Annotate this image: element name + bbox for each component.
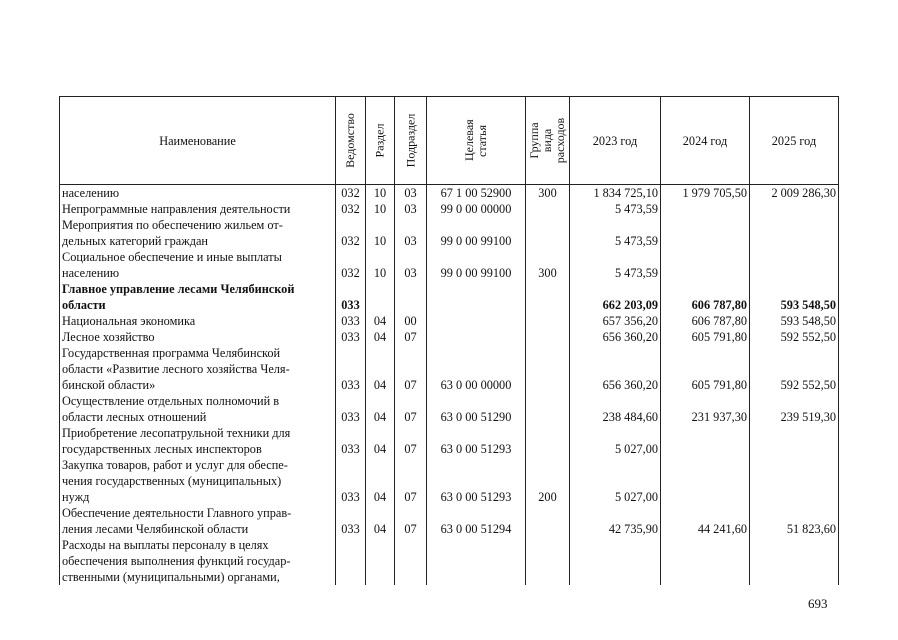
- row-name-line: Социальное обеспечение и иные выплаты: [62, 250, 282, 264]
- cell-celevaya-statya: 63 0 00 51294: [427, 505, 526, 537]
- row-name-line: области: [62, 298, 106, 312]
- row-name-line: дельных категорий граждан: [62, 234, 208, 248]
- table-row: [60, 313, 839, 329]
- cell-2023: 657 356,20: [570, 313, 661, 329]
- cell-2025: 593 548,50: [750, 281, 839, 313]
- cell-razdel: 10: [366, 249, 395, 281]
- page-number: 693: [808, 596, 828, 611]
- cell-2025: [750, 425, 839, 457]
- row-name-line: государственных лесных инспекторов: [62, 442, 262, 456]
- cell-celevaya-statya: [427, 329, 526, 345]
- cell-gruppa: [526, 425, 570, 457]
- row-name-line: Непрограммные направления деятельности: [62, 202, 291, 216]
- cell-2023: 5 027,00: [570, 425, 661, 457]
- cell-gruppa: 300: [526, 185, 570, 202]
- cell-2025: [750, 217, 839, 249]
- cell-vedomstvo: 032: [336, 185, 366, 202]
- row-name: [60, 393, 336, 425]
- row-name-line: населению: [62, 186, 120, 200]
- cell-razdel: 04: [366, 425, 395, 457]
- cell-2023: 662 203,09: [570, 281, 661, 313]
- header-gruppa: Группа вида расходов: [526, 97, 570, 185]
- cell-2024: 606 787,80: [661, 281, 750, 313]
- cell-2025: [750, 457, 839, 505]
- cell-razdel: 04: [366, 393, 395, 425]
- cell-2025: 239 519,30: [750, 393, 839, 425]
- header-2024: 2024 год: [661, 97, 750, 185]
- cell-podrazdel: 07: [395, 505, 427, 537]
- cell-2023: 238 484,60: [570, 393, 661, 425]
- cell-vedomstvo: 033: [336, 457, 366, 505]
- cell-2025: [750, 201, 839, 217]
- row-name-line: области «Развитие лесного хозяйства Челя-: [62, 362, 290, 376]
- row-name-line: Лесное хозяйство: [62, 330, 155, 344]
- cell-gruppa: [526, 505, 570, 537]
- cell-podrazdel: 03: [395, 201, 427, 217]
- cell-gruppa: [526, 217, 570, 249]
- cell-podrazdel: [395, 537, 427, 585]
- cell-razdel: 04: [366, 313, 395, 329]
- row-name: [60, 249, 336, 281]
- cell-razdel: 10: [366, 217, 395, 249]
- cell-podrazdel: 07: [395, 457, 427, 505]
- cell-vedomstvo: 033: [336, 281, 366, 313]
- table-row: [60, 425, 839, 457]
- cell-2025: 51 823,60: [750, 505, 839, 537]
- header-name: Наименование: [60, 97, 336, 185]
- table-row: [60, 457, 839, 505]
- cell-gruppa: [526, 313, 570, 329]
- table-row: [60, 393, 839, 425]
- cell-razdel: 10: [366, 201, 395, 217]
- row-name: [60, 313, 336, 329]
- row-name: [60, 217, 336, 249]
- cell-2024: [661, 249, 750, 281]
- row-name-line: Осуществление отдельных полномочий в: [62, 394, 280, 408]
- cell-2023: 5 473,59: [570, 201, 661, 217]
- cell-2024: 231 937,30: [661, 393, 750, 425]
- cell-gruppa: [526, 281, 570, 313]
- header-2023: 2023 год: [570, 97, 661, 185]
- cell-celevaya-statya: [427, 313, 526, 329]
- cell-2023: 5 473,59: [570, 217, 661, 249]
- row-name-line: Расходы на выплаты персоналу в целях: [62, 538, 269, 552]
- cell-2023: 1 834 725,10: [570, 185, 661, 202]
- cell-razdel: 04: [366, 329, 395, 345]
- header-celevaya-statya: Целевая статья: [427, 97, 526, 185]
- cell-razdel: 04: [366, 505, 395, 537]
- row-name: [60, 185, 336, 202]
- table-row: [60, 217, 839, 249]
- row-name-line: Обеспечение деятельности Главного управ-: [62, 506, 292, 520]
- cell-celevaya-statya: 63 0 00 51293: [427, 425, 526, 457]
- cell-razdel: 10: [366, 185, 395, 202]
- row-name-line: ственными (муниципальными) органами,: [62, 570, 280, 584]
- row-name-line: нужд: [62, 490, 90, 504]
- row-name: [60, 281, 336, 313]
- cell-vedomstvo: [336, 537, 366, 585]
- cell-2024: [661, 425, 750, 457]
- cell-2024: 1 979 705,50: [661, 185, 750, 202]
- cell-podrazdel: [395, 281, 427, 313]
- cell-razdel: [366, 281, 395, 313]
- cell-podrazdel: 07: [395, 425, 427, 457]
- cell-2025: 2 009 286,30: [750, 185, 839, 202]
- cell-celevaya-statya: 63 0 00 00000: [427, 345, 526, 393]
- cell-2023: 5 027,00: [570, 457, 661, 505]
- row-name: [60, 329, 336, 345]
- row-name-line: Приобретение лесопатрульной техники для: [62, 426, 291, 440]
- table-header-row: [60, 97, 839, 185]
- header-podrazdel: Подраздел: [395, 97, 427, 185]
- cell-gruppa: [526, 201, 570, 217]
- header-vedomstvo: Ведомство: [336, 97, 366, 185]
- cell-2023: 5 473,59: [570, 249, 661, 281]
- table-row: [60, 249, 839, 281]
- cell-celevaya-statya: 63 0 00 51293: [427, 457, 526, 505]
- cell-podrazdel: 07: [395, 393, 427, 425]
- cell-2024: 606 787,80: [661, 313, 750, 329]
- cell-vedomstvo: 033: [336, 505, 366, 537]
- row-name: [60, 201, 336, 217]
- table-row: [60, 329, 839, 345]
- cell-razdel: 04: [366, 457, 395, 505]
- row-name: [60, 537, 336, 585]
- cell-podrazdel: 00: [395, 313, 427, 329]
- table-row: [60, 201, 839, 217]
- table-row: [60, 505, 839, 537]
- row-name: [60, 345, 336, 393]
- cell-2025: 592 552,50: [750, 329, 839, 345]
- cell-gruppa: [526, 537, 570, 585]
- cell-vedomstvo: 033: [336, 345, 366, 393]
- row-name: [60, 425, 336, 457]
- row-name-line: Мероприятия по обеспечению жильем от-: [62, 218, 283, 232]
- budget-table: [59, 96, 839, 585]
- cell-celevaya-statya: [427, 281, 526, 313]
- cell-2023: 42 735,90: [570, 505, 661, 537]
- cell-vedomstvo: 033: [336, 329, 366, 345]
- row-name: [60, 457, 336, 505]
- cell-2025: [750, 537, 839, 585]
- cell-vedomstvo: 032: [336, 217, 366, 249]
- cell-2024: [661, 457, 750, 505]
- cell-razdel: 04: [366, 345, 395, 393]
- row-name-line: Государственная программа Челябинской: [62, 346, 281, 360]
- header-razdel: Раздел: [366, 97, 395, 185]
- header-2025: 2025 год: [750, 97, 839, 185]
- cell-2024: [661, 201, 750, 217]
- row-name-line: Закупка товаров, работ и услуг для обеспе-: [62, 458, 288, 472]
- row-name-line: области лесных отношений: [62, 410, 207, 424]
- table-row: [60, 537, 839, 585]
- row-name-line: чения государственных (муниципальных): [62, 474, 282, 488]
- cell-vedomstvo: 033: [336, 313, 366, 329]
- table-row: [60, 185, 839, 202]
- cell-2023: 656 360,20: [570, 329, 661, 345]
- cell-podrazdel: 03: [395, 185, 427, 202]
- cell-vedomstvo: 033: [336, 393, 366, 425]
- cell-2024: 44 241,60: [661, 505, 750, 537]
- row-name: [60, 505, 336, 537]
- cell-celevaya-statya: 99 0 00 00000: [427, 201, 526, 217]
- cell-2025: 592 552,50: [750, 345, 839, 393]
- cell-2023: 656 360,20: [570, 345, 661, 393]
- cell-celevaya-statya: 63 0 00 51290: [427, 393, 526, 425]
- cell-2024: [661, 217, 750, 249]
- cell-vedomstvo: 032: [336, 249, 366, 281]
- cell-vedomstvo: 033: [336, 425, 366, 457]
- cell-2024: 605 791,80: [661, 329, 750, 345]
- cell-gruppa: 200: [526, 457, 570, 505]
- row-name-line: бинской области»: [62, 378, 156, 392]
- cell-gruppa: [526, 329, 570, 345]
- row-name-line: населению: [62, 266, 120, 280]
- cell-celevaya-statya: 99 0 00 99100: [427, 217, 526, 249]
- cell-2024: [661, 537, 750, 585]
- row-name-line: Национальная экономика: [62, 314, 196, 328]
- cell-2024: 605 791,80: [661, 345, 750, 393]
- cell-celevaya-statya: 99 0 00 99100: [427, 249, 526, 281]
- cell-celevaya-statya: [427, 537, 526, 585]
- cell-gruppa: [526, 345, 570, 393]
- row-name-line: Главное управление лесами Челябинской: [62, 282, 295, 296]
- cell-2023: [570, 537, 661, 585]
- cell-2025: [750, 249, 839, 281]
- cell-gruppa: [526, 393, 570, 425]
- cell-celevaya-statya: 67 1 00 52900: [427, 185, 526, 202]
- row-name-line: ления лесами Челябинской области: [62, 522, 249, 536]
- row-name-line: обеспечения выполнения функций государ-: [62, 554, 291, 568]
- table-row: [60, 345, 839, 393]
- cell-podrazdel: 03: [395, 217, 427, 249]
- cell-podrazdel: 07: [395, 345, 427, 393]
- cell-2025: 593 548,50: [750, 313, 839, 329]
- cell-razdel: [366, 537, 395, 585]
- cell-podrazdel: 03: [395, 249, 427, 281]
- cell-vedomstvo: 032: [336, 201, 366, 217]
- table-row: [60, 281, 839, 313]
- cell-podrazdel: 07: [395, 329, 427, 345]
- cell-gruppa: 300: [526, 249, 570, 281]
